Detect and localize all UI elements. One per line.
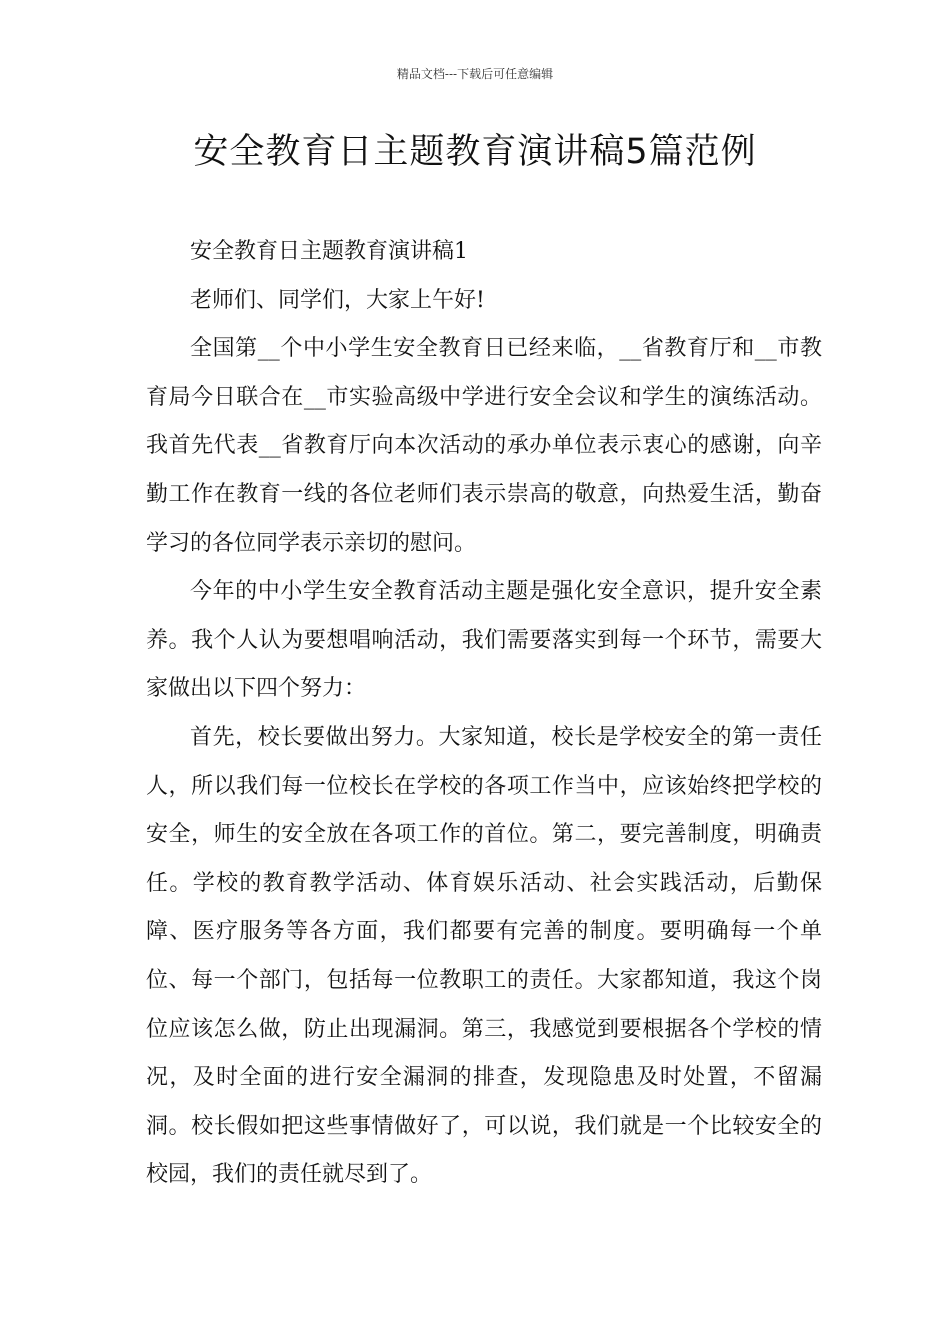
greeting-paragraph: 老师们、同学们，大家上午好!: [190, 287, 485, 313]
document-body: [146, 228, 822, 1200]
header-note: 精品文档---下载后可任意编辑: [396, 67, 554, 81]
section-heading: 安全教育日主题教育演讲稿1: [190, 239, 468, 264]
body-paragraph: 今年的中小学生安全教育活动主题是强化安全意识，提升安全素养。我个人认为要想唱响活动，我们需要落实到每一个环节，需要大家做出以下四个努力：: [146, 579, 822, 702]
body-paragraph: 首先，校长要做出努力。大家知道，校长是学校安全的第一责任人，所以我们每一位校长在学校的各项工作当中，应该始终把学校的安全，师生的安全放在各项工作的首位。第二，要完善制度，明确责任。学校的教育教学活动、体育娱乐活动、社会实践活动，后勤保障、医疗服务等各方面，我们都要有完善的制度。要明确每一个单位、每一个部门，包括每一位教职工的责任。大家都知道，我这个岗位应该怎么做，防止出现漏洞。第三，我感觉到要根据各个学校的情况，及时全面的进行安全漏洞的排查，发现隐患及时处置，不留漏洞。校长假如把这些事情做好了，可以说，我们就是一个比较安全的校园，我们的责任就尽到了。: [146, 724, 822, 1188]
document-title: 安全教育日主题教育演讲稿5篇范例: [193, 132, 757, 172]
body-paragraph: 全国第__个中小学生安全教育日已经来临，__省教育厅和__市教育局今日联合在__市实验高级中学进行安全会议和学生的演练活动。我首先代表__省教育厅向本次活动的承办单位表示衷心的感谢，向辛勤工作在教育一线的各位老师们表示崇高的敬意，向热爱生活，勤奋学习的各位同学表示亲切的慰问。: [146, 336, 822, 556]
